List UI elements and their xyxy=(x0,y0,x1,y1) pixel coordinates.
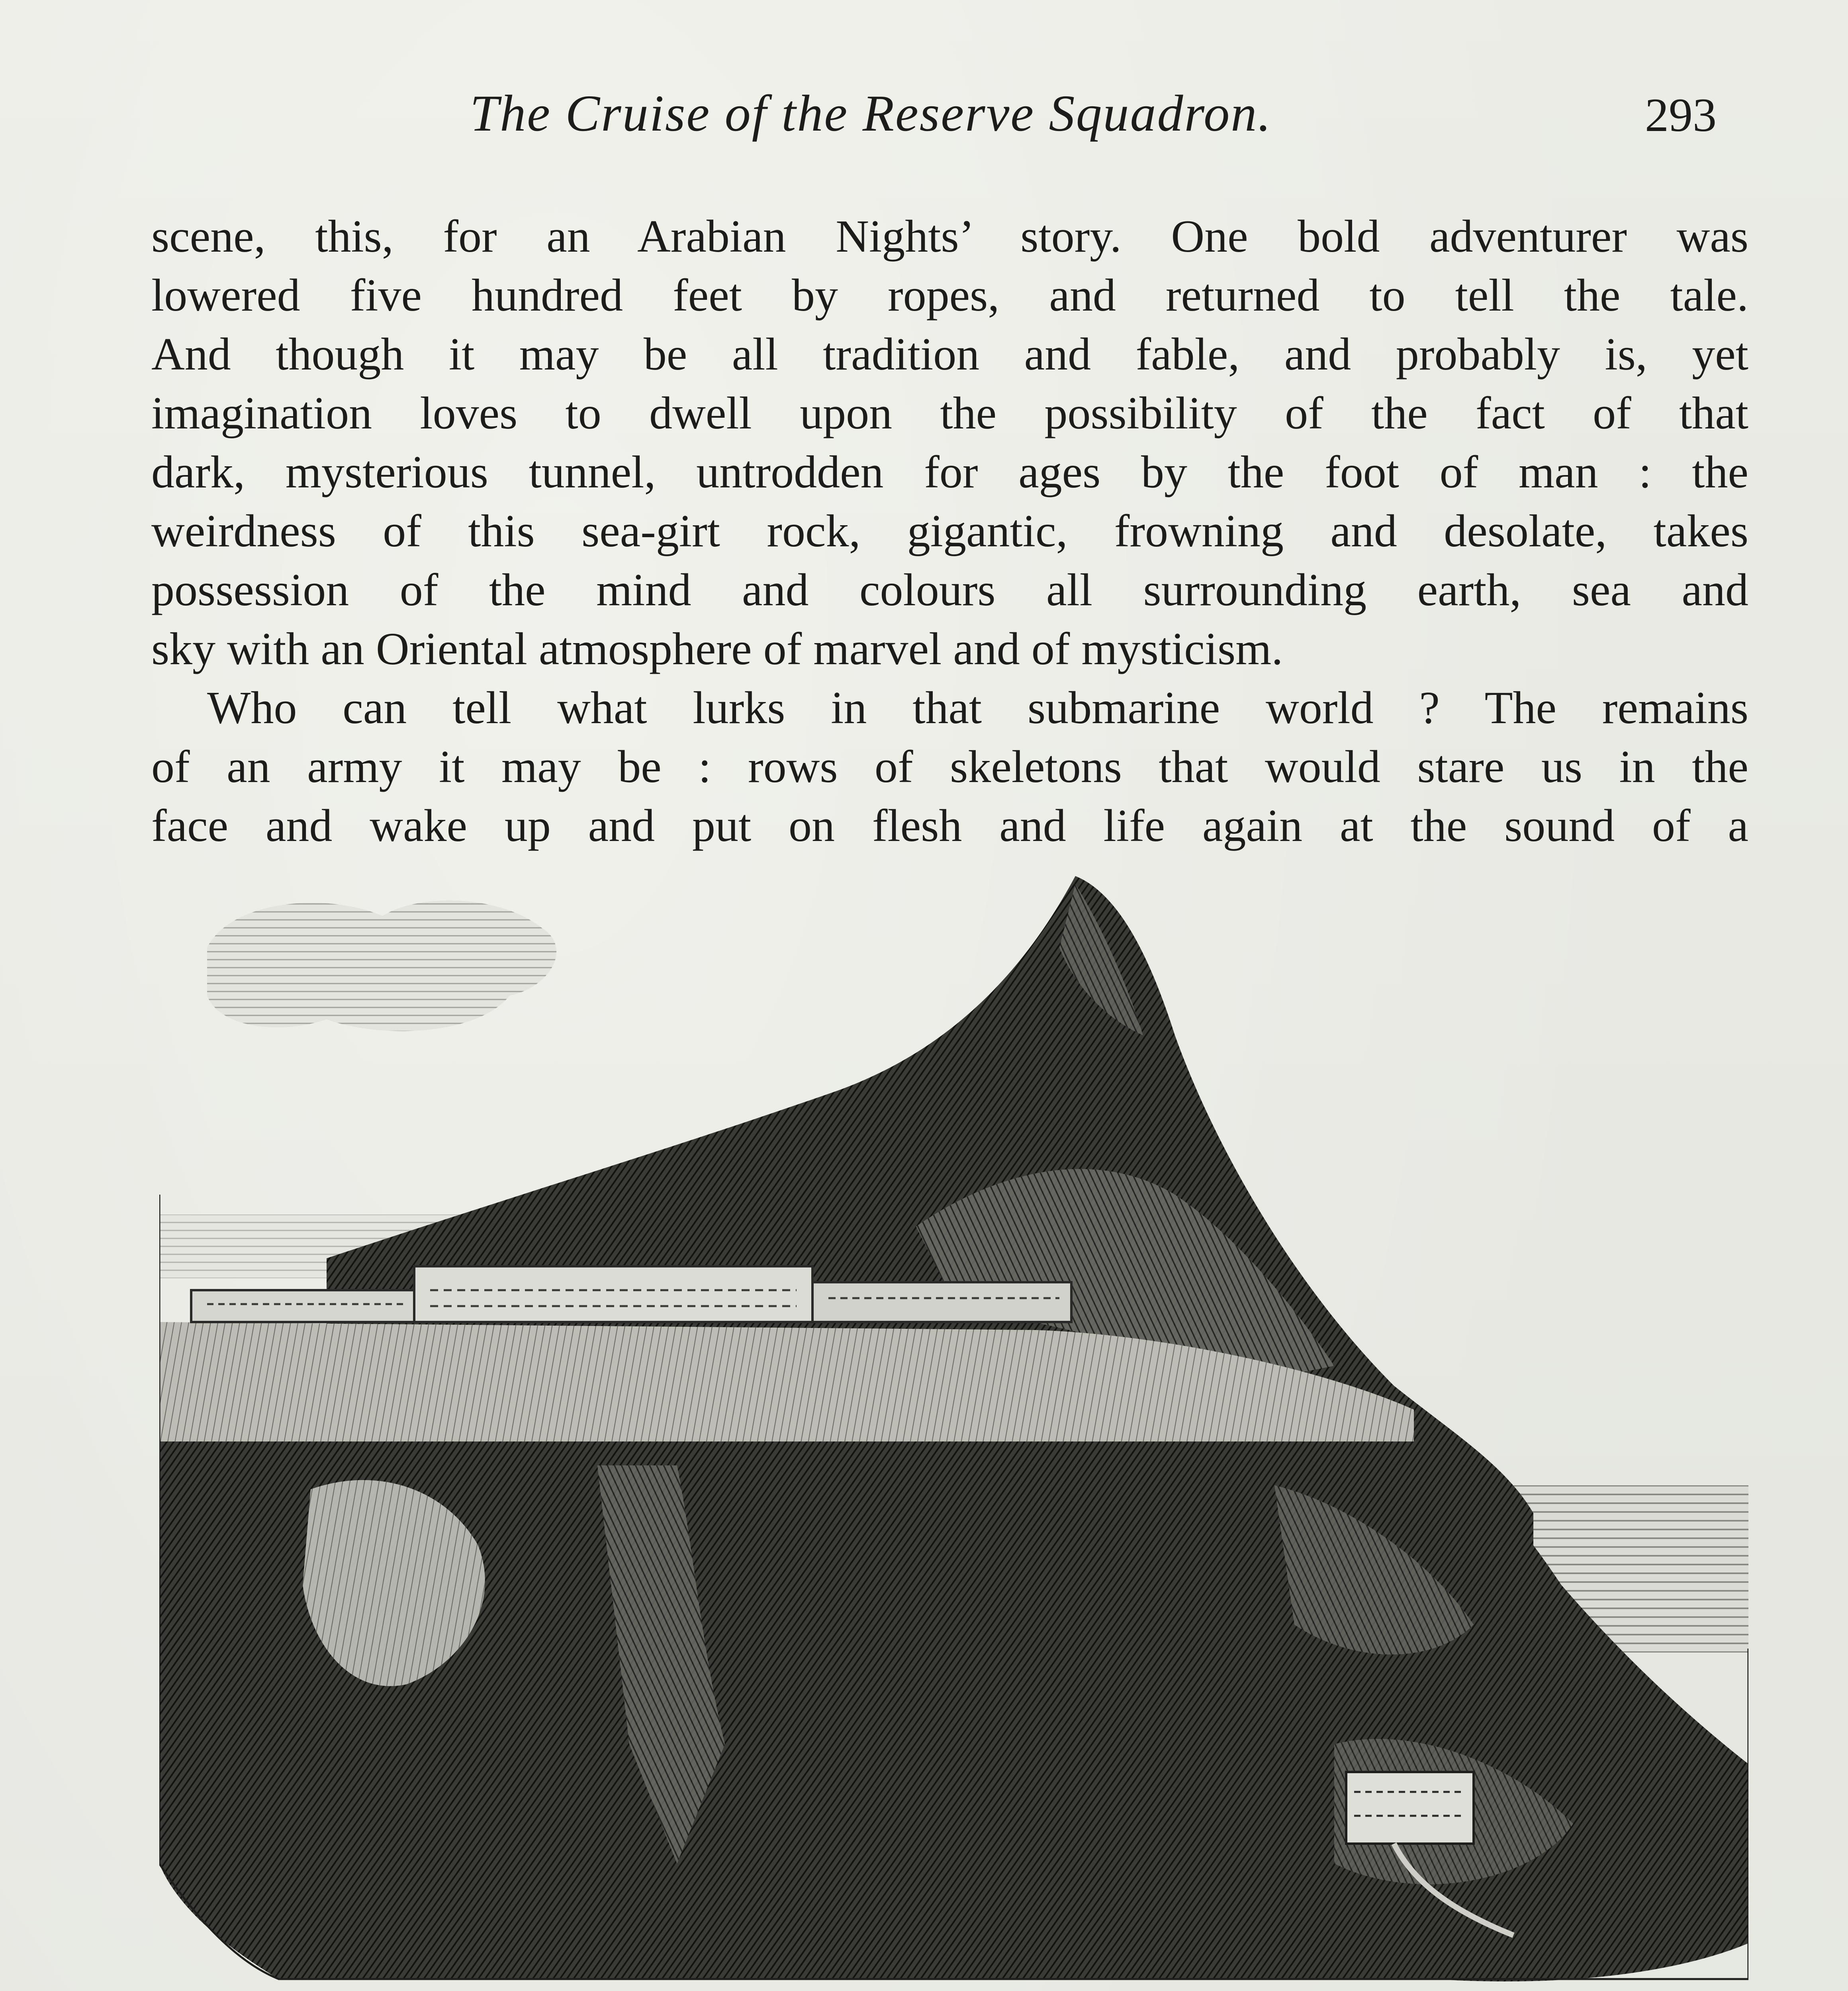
text-line: dark, mysterious tunnel, untrodden for ages by the foot of man : the xyxy=(151,447,1748,498)
shore-building xyxy=(1346,1772,1474,1844)
text-line: And though it may be all tradition and fable, and probably is, yet xyxy=(151,329,1748,380)
engraving-gibraltar xyxy=(159,868,1748,1991)
text-line: lowered five hundred feet by ropes, and returned to tell the tale. xyxy=(151,270,1748,321)
text-line: scene, this, for an Arabian Nights’ story. One bold adventurer was xyxy=(151,211,1748,262)
page-number: 293 xyxy=(1645,88,1717,141)
text-line: sky with an Oriental atmosphere of marvel and of mysticism. xyxy=(151,624,1283,675)
text-line: weirdness of this sea-girt rock, gigantic, frowning and desolate, takes xyxy=(151,506,1748,557)
body-text-top xyxy=(151,207,1748,855)
text-line: face and wake up and put on flesh and life again at the sound of a xyxy=(151,800,1748,851)
text-line: of an army it may be : rows of skeletons that would stare us in the xyxy=(151,741,1748,792)
text-line: imagination loves to dwell upon the possibility of the fact of that xyxy=(151,388,1748,439)
text-line: possession of the mind and colours all surrounding earth, sea and xyxy=(151,565,1748,616)
running-header-title: The Cruise of the Reserve Squadron. xyxy=(470,85,1272,142)
text-line: Who can tell what lurks in that submarine world ? The remains xyxy=(207,683,1748,733)
